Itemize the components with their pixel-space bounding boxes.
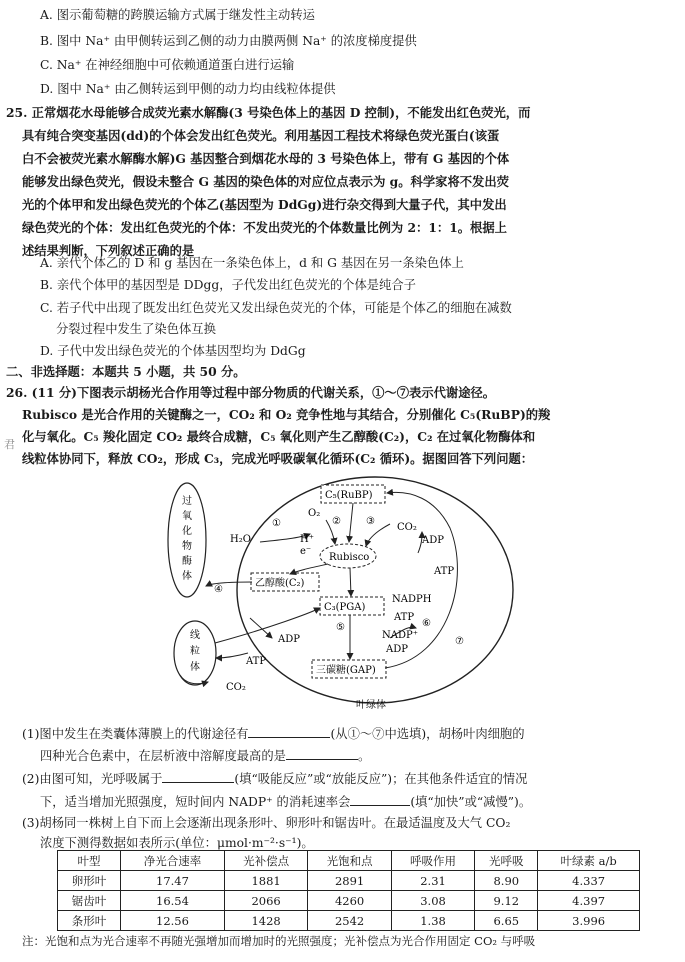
h2o-label: H₂O bbox=[230, 534, 251, 545]
organelle-label-char: 物 bbox=[182, 541, 192, 552]
q26-3-line2: 浓度下测得数据如表所示(单位：μmol·m⁻²·s⁻¹)。 bbox=[40, 836, 314, 850]
co2-out-label: CO₂ bbox=[226, 682, 246, 693]
q26-3-line1: (3)胡杨同一株树上自下而上会逐渐出现条形叶、卵形叶和锯齿叶。在最适温度及大气 CO₂ bbox=[22, 816, 511, 830]
q26-2-text: (2)由图可知，光呼吸属于 bbox=[22, 772, 163, 786]
adp3-label: ADP bbox=[386, 644, 408, 655]
q26-2-text-c: 下，适当增加光照强度，短时间内 NADP⁺ 的消耗速率会 bbox=[40, 795, 351, 809]
route-3-label: ③ bbox=[366, 516, 375, 527]
table-cell: 2891 bbox=[308, 871, 391, 891]
table-cell: 9.12 bbox=[475, 891, 538, 911]
table-header-cell: 叶绿素 a/b bbox=[538, 851, 640, 871]
q25-option-c-cont: 分裂过程中发生了染色体互换 bbox=[56, 322, 216, 336]
q26-1-text: (1)图中发生在类囊体薄膜上的代谢途径有 bbox=[22, 727, 249, 741]
table-row bbox=[58, 891, 640, 911]
rubisco-label: Rubisco bbox=[329, 552, 370, 563]
organelle-label-char: 线 bbox=[190, 630, 200, 641]
q25-stem-line: 具有纯合突变基因(dd)的个体会发出红色荧光。利用基因工程技术将绿色荧光蛋白(该蛋 bbox=[22, 128, 500, 143]
q26-1-text-b: (从①～⑦中选填)，胡杨叶肉细胞的 bbox=[330, 727, 525, 741]
table-body bbox=[58, 871, 640, 931]
q26-stem-line: 26. (11 分)下图表示胡杨光合作用等过程中部分物质的代谢关系，①～⑦表示代谢途径。 bbox=[6, 385, 496, 400]
arrow bbox=[349, 503, 353, 542]
route-5-label: ⑤ bbox=[336, 622, 345, 633]
q25-stem-line: 述结果判断，下列叙述正确的是 bbox=[22, 243, 195, 258]
table-note: 注：光饱和点为光合速率不再随光强增加而增加时的光照强度；光补偿点为光合作用固定 CO₂ 与呼吸 bbox=[22, 934, 536, 948]
nadp-label: NADP⁺ bbox=[382, 630, 418, 641]
eminus-label: e⁻ bbox=[300, 546, 312, 557]
arrow bbox=[250, 618, 272, 638]
organelle-label-char: 过 bbox=[182, 496, 192, 507]
table-cell: 16.54 bbox=[121, 891, 225, 911]
q26-2-text-d: (填“加快”或“减慢”)。 bbox=[410, 795, 532, 809]
table-header-cell: 光补偿点 bbox=[224, 851, 307, 871]
table-cell: 3.996 bbox=[538, 911, 640, 931]
table-header-cell: 呼吸作用 bbox=[391, 851, 474, 871]
table-header-cell: 净光合速率 bbox=[121, 851, 225, 871]
q25-option-b: B. 亲代个体甲的基因型是 DDgg，子代发出红色荧光的个体是纯合子 bbox=[40, 278, 416, 292]
table-header-cell: 叶型 bbox=[58, 851, 121, 871]
organelle-label-char: 酶 bbox=[182, 556, 192, 567]
table-cell: 2.31 bbox=[391, 871, 474, 891]
mitochondrion-label bbox=[190, 628, 200, 673]
q24-option-c: C. Na⁺ 在神经细胞中可依赖通道蛋白进行运输 bbox=[40, 58, 295, 72]
table-cell: 卵形叶 bbox=[58, 871, 121, 891]
q25-stem-line: 25. 正常烟花水母能够合成荧光素水解酶(3 号染色体上的基因 D 控制)，不能发出红色荧光，而 bbox=[6, 105, 531, 120]
q26-stem-line: Rubisco 是光合作用的关键酶之一，CO₂ 和 O₂ 竞争性地与其结合，分别催化 C₅(RuBP)的羧 bbox=[22, 407, 551, 422]
q26-1-line1 bbox=[22, 724, 525, 743]
table-cell: 4.337 bbox=[538, 871, 640, 891]
table-cell: 条形叶 bbox=[58, 911, 121, 931]
table-cell: 4.397 bbox=[538, 891, 640, 911]
table-cell: 1881 bbox=[224, 871, 307, 891]
arrow bbox=[385, 492, 457, 668]
table-row bbox=[58, 911, 640, 931]
route-2-label: ② bbox=[332, 516, 341, 527]
answer-blank[interactable] bbox=[162, 769, 234, 783]
arrow bbox=[215, 608, 320, 643]
table-cell: 8.90 bbox=[475, 871, 538, 891]
q25-stem-line: 光的个体甲和发出绿色荧光的个体乙(基因型为 DdGg)进行杂交得到大量子代，其中发出 bbox=[22, 197, 507, 212]
section-title: 二、非选择题：本题共 5 小题，共 50 分。 bbox=[6, 364, 246, 379]
organelle-label-char: 粒 bbox=[190, 646, 200, 657]
chloroplast-label: 叶绿体 bbox=[356, 700, 386, 711]
table-cell: 2066 bbox=[224, 891, 307, 911]
q26-1-line2 bbox=[40, 746, 370, 765]
table-header-row bbox=[58, 851, 640, 871]
table-cell: 3.08 bbox=[391, 891, 474, 911]
table-cell: 4260 bbox=[308, 891, 391, 911]
leaf-data-table bbox=[57, 850, 640, 931]
table-cell: 6.65 bbox=[475, 911, 538, 931]
q25-stem-line: 能够发出绿色荧光，假设未整合 G 基因的染色体的对应位点表示为 g。科学家将不发出荧 bbox=[22, 174, 509, 189]
q26-1-text-c: 四种光合色素中，在层析液中溶解度最高的是 bbox=[40, 749, 286, 763]
organelle-label-char: 体 bbox=[190, 662, 200, 673]
table-header-cell: 光呼吸 bbox=[475, 851, 538, 871]
arrow bbox=[206, 582, 252, 586]
table-cell: 2542 bbox=[308, 911, 391, 931]
q24-option-b: B. 图中 Na⁺ 由甲侧转运到乙侧的动力由膜两侧 Na⁺ 的浓度梯度提供 bbox=[40, 34, 417, 48]
answer-blank[interactable] bbox=[248, 724, 330, 738]
table-cell: 1.38 bbox=[391, 911, 474, 931]
glycolate-label: 乙醇酸(C₂) bbox=[255, 578, 305, 589]
adp-label: ADP bbox=[422, 535, 444, 546]
c3-label: C₃(PGA) bbox=[324, 602, 366, 613]
route-7-label: ⑦ bbox=[455, 636, 464, 647]
table-row bbox=[58, 871, 640, 891]
q26-stem-line: 线粒体协同下，释放 CO₂，形成 C₃，完成光呼吸碳氧化循环(C₂ 循环)。据图回答下列问题： bbox=[22, 451, 534, 466]
nadph-label: NADPH bbox=[392, 594, 432, 605]
table-cell: 12.56 bbox=[121, 911, 225, 931]
atp-label: ATP bbox=[434, 566, 455, 577]
adp2-label: ADP bbox=[278, 634, 300, 645]
q25-stem-line: 绿色荧光的个体：发出红色荧光的个体：不发出荧光的个体数量比例为 2：1：1。根据上 bbox=[22, 220, 507, 235]
answer-blank[interactable] bbox=[350, 792, 410, 806]
q26-2-text-b: (填“吸能反应”或“放能反应”)；在其他条件适宜的情况 bbox=[234, 772, 528, 786]
q24-option-a: A. 图示葡萄糖的跨膜运输方式属于继发性主动转运 bbox=[40, 8, 315, 22]
q25-stem-line: 白不会被荧光素水解酶水解)G 基因整合到烟花水母的 3 号染色体上，带有 G 基因的个体 bbox=[22, 151, 510, 166]
table-cell: 锯齿叶 bbox=[58, 891, 121, 911]
table-header-cell: 光饱和点 bbox=[308, 851, 391, 871]
q26-2-line2 bbox=[40, 792, 531, 811]
atp3-label: ATP bbox=[394, 612, 415, 623]
q25-option-c: C. 若子代中出现了既发出红色荧光又发出绿色荧光的个体，可能是个体乙的细胞在减数 bbox=[40, 301, 512, 315]
answer-blank[interactable] bbox=[286, 746, 358, 760]
co2-label: CO₂ bbox=[397, 522, 417, 533]
gap-label: 三碳糖(GAP) bbox=[316, 665, 376, 676]
q26-stem-line: 化与氧化。C₅ 羧化固定 CO₂ 最终合成糖，C₅ 氧化则产生乙醇酸(C₂)，C₂ 在过氧化物酶体和 bbox=[22, 429, 536, 444]
q25-option-d: D. 子代中发出绿色荧光的个体基因型均为 DdGg bbox=[40, 344, 306, 358]
organelle-label-char: 化 bbox=[182, 526, 192, 537]
table-cell: 17.47 bbox=[121, 871, 225, 891]
route-1-label: ① bbox=[272, 518, 281, 529]
peroxisome-label bbox=[182, 494, 192, 582]
arrow bbox=[366, 524, 390, 546]
q25-option-a: A. 亲代个体乙的 D 和 g 基因在一条染色体上，d 和 G 基因在另一条染色体上 bbox=[40, 256, 464, 270]
arrow bbox=[216, 653, 248, 658]
route-4-label: ④ bbox=[214, 584, 223, 595]
route-6-label: ⑥ bbox=[422, 618, 431, 629]
c5-label: C₅(RuBP) bbox=[325, 490, 373, 501]
organelle-label-char: 氧 bbox=[182, 511, 192, 522]
atp2-label: ATP bbox=[246, 656, 267, 667]
q26-2-line1 bbox=[22, 769, 527, 788]
q26-1-text-d: 。 bbox=[357, 749, 371, 763]
table-cell: 1428 bbox=[224, 911, 307, 931]
arrow bbox=[350, 568, 351, 596]
o2-label: O₂ bbox=[308, 508, 321, 519]
margin-mark: 君 bbox=[4, 438, 15, 451]
q24-option-d: D. 图中 Na⁺ 由乙侧转运到甲侧的动力均由线粒体提供 bbox=[40, 82, 336, 96]
organelle-label-char: 体 bbox=[182, 571, 192, 582]
hplus-label: H⁺ bbox=[300, 534, 314, 545]
metabolism-diagram bbox=[160, 468, 520, 718]
